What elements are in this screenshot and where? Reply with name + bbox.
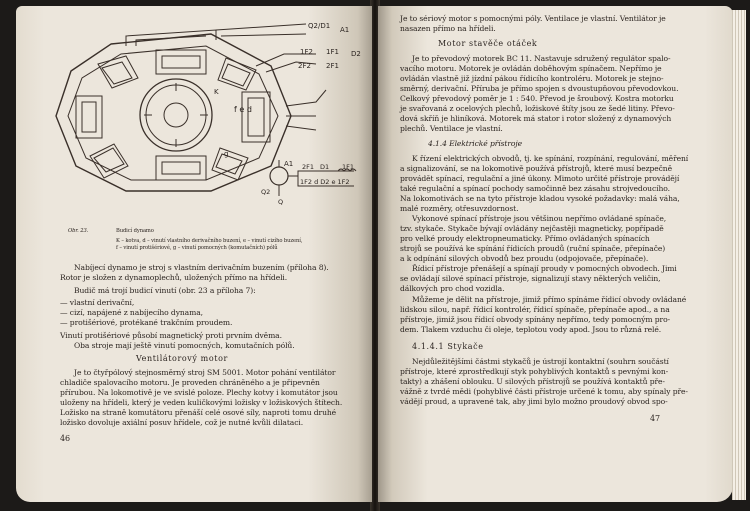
page-edge <box>732 10 746 500</box>
small-motor <box>270 167 288 185</box>
text-line: lidskou silou, např. řídicí kontrolér, řídicí spínače, přepínače apod., a na <box>400 305 670 314</box>
text-line: vádějí proud, a upravené tak, aby jimi bylo možno proudový obvod spo- <box>400 397 668 406</box>
pole-bottom <box>156 156 206 180</box>
figure-caption-line: f – vinutí protišériové, g – vinutí pomocných (komutačních) pólů <box>116 245 278 251</box>
text-line: vážně z tvrdé mědi (pohyblivé části přístroje určené k tomu, aby spínaly pře- <box>400 387 688 396</box>
label-fed: f e d <box>234 105 252 114</box>
label-terminal-1f1: 1F1 <box>342 163 355 171</box>
figure-number: Obr. 23. <box>68 228 89 234</box>
text-line: Vinutí protišériové působí magnetický proti prvním dvěma. <box>60 331 282 340</box>
dynamo-diagram <box>16 6 372 206</box>
text-line: Na lokomotivách se na tyto přístroje kladou vysoké požadavky: malá váha, <box>400 194 680 203</box>
figure-caption-line: K – kotva, d – vinutí vlastního derivačního buzení, e – vinutí cizího buzení, <box>116 238 303 244</box>
text-line: Budič má trojí budicí vinutí (obr. 23 a příloha 7): <box>74 286 256 295</box>
pole-top <box>156 50 206 74</box>
label-q2-d1: Q2/D1 <box>308 22 331 30</box>
text-line: Ložisko na straně komutátoru přenáší celé osové síly, naproti tomu druhé <box>60 408 337 417</box>
text-line: a k odpínání silových obvodů bez proudu (odpojovače, přepínače). <box>400 254 649 263</box>
text-line: směrný, derivační. Příruba je přímo spojen s dvoustupňovou převodovkou. <box>400 84 679 93</box>
text-line: přístroje, které zprostředkují styk pohyblivých kontaktů s pevnými kon- <box>400 367 669 376</box>
label-motor-q2: Q2 <box>261 188 271 196</box>
label-a1: A1 <box>340 26 350 34</box>
text-line: Je to převodový motorek BC 11. Nastavuje sdružený regulátor spalo- <box>412 54 671 63</box>
figure-title: Budicí dynamo <box>116 228 154 234</box>
text-line: ložisko dovoluje axiální posuv hřídele, což je nutné kvůli dilataci. <box>60 418 304 427</box>
text-line: také regulační a spínací pochody samočinně bez zásahu strojvedoucího. <box>400 184 670 193</box>
label-1f2: 1F2 <box>300 48 313 56</box>
label-2f1: 2F1 <box>326 62 339 70</box>
text-line: Oba stroje mají ještě vinutí pomocných, komutačních pólů. <box>74 341 295 350</box>
section-heading: Ventilátorový motor <box>136 354 228 363</box>
text-line: uloženy na hřídeli, který je veden kuličkovými ložisky v ložiskových štítech. <box>60 398 343 407</box>
text-line: Je to čtyřpólový stejnosměrný stroj SM 5001. Motor pohání ventilátor <box>74 368 336 377</box>
text-line: ovládán vlastně již jízdní pákou řídicího kontroléru. Motorek je stejno- <box>400 74 664 83</box>
text-line: K řízení elektrických obvodů, tj. ke spínání, rozpínání, regulování, měření <box>412 154 689 163</box>
subsection-heading: 4.1.4 Elektrické přístroje <box>428 139 522 148</box>
pole-right <box>242 92 270 142</box>
label-d2: D2 <box>351 50 361 58</box>
subsection-heading: 4.1.4.1 Stykače <box>412 342 484 351</box>
text-line: takty) a zhášení oblouku. U silových přístrojů se používá kontaktů pře- <box>400 377 665 386</box>
text-line: chladiče spalovacího motoru. Je proveden chráněného a je připevněn <box>60 378 320 387</box>
text-line: vacího motoru. Motorek je ovládán doběhovým spínačem. Nepřímo je <box>400 64 662 73</box>
text-line: přístroje, jimiž jsou řídicí obvody spínány nepřímo, tedy pomocným pro- <box>400 315 671 324</box>
text-line: Nabíjecí dynamo je stroj s vlastním derivačním buzením (příloha 8). <box>74 263 329 272</box>
label-k: K <box>214 88 219 96</box>
label-bottom-row: 1F2 d D2 e 1F2 <box>300 178 350 186</box>
page-number: 47 <box>650 414 660 423</box>
page-number: 46 <box>60 434 70 443</box>
text-line: Můžeme je dělit na přístroje, jimiž přímo spínáme řídicí obvody ovládané <box>412 295 687 304</box>
text-line: dem. Tlakem vzduchu či oleje, teplotou vody apod. Jsou to různá relé. <box>400 325 662 334</box>
stator-frame <box>56 34 294 191</box>
text-line: Celkový převodový poměr je 1 : 540. Převod je šroubový. Kostra motorku <box>400 94 674 103</box>
label-1f1: 1F1 <box>326 48 339 56</box>
label-terminal-2f1: 2F1 <box>302 163 315 171</box>
text-line: nasazen přímo na hřídeli. <box>400 24 496 33</box>
label-g: g <box>224 150 229 158</box>
label-2f2: 2F2 <box>298 62 311 70</box>
text-line: se ovládají silové spínací přístroje, signalizují stavy některých veličin, <box>400 274 661 283</box>
text-line: dálkových pro chod vozidla. <box>400 284 505 293</box>
list-item: — vlastní derivační, <box>60 298 135 307</box>
text-line: provádět spínací, regulační a jiné úkony. Mimoto určité přístroje provádějí <box>400 174 680 183</box>
text-line: dová skříň je hliníková. Motorek má stator i rotor složený z dynamových <box>400 114 672 123</box>
text-line: Řídicí přístroje přenášejí a spínají proudy v pomocných obvodech. Jimi <box>412 264 677 273</box>
left-page <box>16 6 372 502</box>
text-line: a signalizování, se na lokomotivě používá přístrojů, které musí bezpečně <box>400 164 672 173</box>
right-page <box>378 6 733 502</box>
list-item: — protišériové, protékané trakčním proudem. <box>60 318 233 327</box>
text-line: malé rozměry, otřesuvzdornost. <box>400 204 519 213</box>
label-terminal-d1: D1 <box>320 163 330 171</box>
text-line: Nejdůležitějšími částmi stykačů je ústrojí kontaktní (souhrn součástí <box>412 357 669 366</box>
label-motor-a1: A1 <box>284 160 294 168</box>
list-item: — cizí, napájené z nabíjecího dynama, <box>60 308 203 317</box>
text-line: pro velké proudy elektropneumaticky. Přímo ovládaných spínacích <box>400 234 650 243</box>
section-heading: Motor stavěče otáček <box>438 39 538 48</box>
text-line: plechů. Ventilace je vlastní. <box>400 124 503 133</box>
text-line: přírubou. Na lokomotivě je ve svislé poloze. Plechy kotvy i komutátor jsou <box>60 388 338 397</box>
text-line: tzv. stykače. Stykače bývají ovládány nejčastěji magneticky, popřípadě <box>400 224 664 233</box>
text-line: Rotor je složen z dynamoplechů, uložených přímo na hřídeli. <box>60 273 288 282</box>
text-line: strojů se používá ke spínání řídicích proudů (ruční spínače, přepínače) <box>400 244 666 253</box>
text-line: je svařovaná z ocelových plechů, ložiskové štíty jsou ze šedé litiny. Převo- <box>400 104 675 113</box>
text-line: Je to sériový motor s pomocnými póly. Ventilace je vlastní. Ventilátor je <box>400 14 666 23</box>
label-motor-q: Q <box>278 198 284 206</box>
text-line: Vykonové spínací přístroje jsou většinou nepřímo ovládané spínače, <box>412 214 667 223</box>
